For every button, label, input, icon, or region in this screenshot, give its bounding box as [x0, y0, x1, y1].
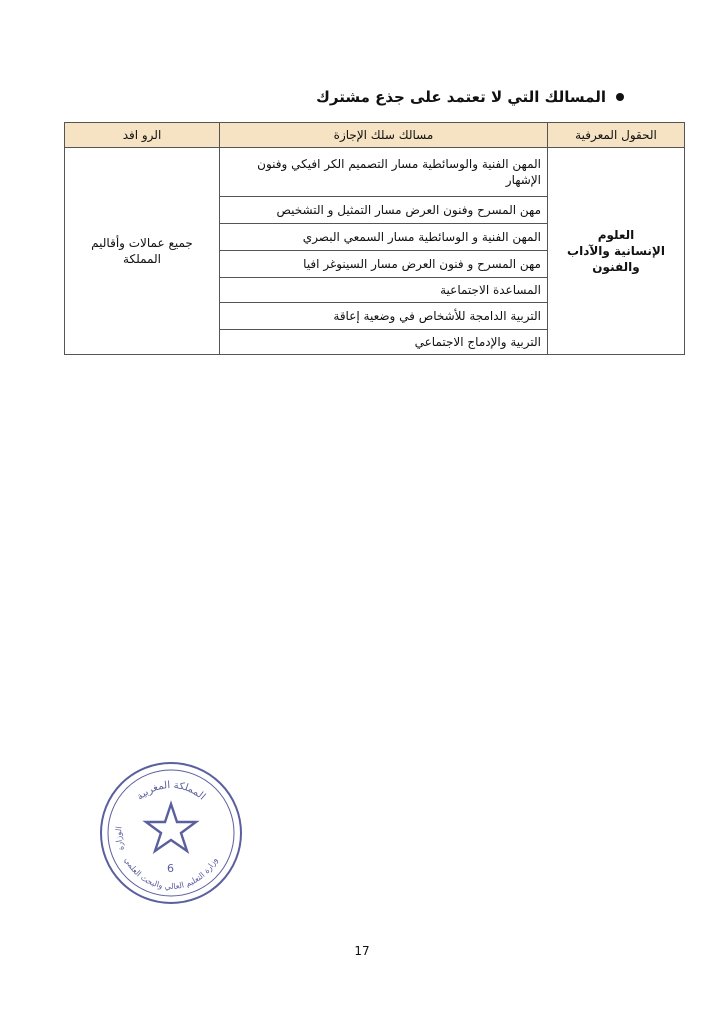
field-line: والفنون — [592, 260, 640, 275]
header-outlets: الرو افد — [65, 123, 220, 148]
outlets-cell: جميع عمالات وأقاليم المملكة — [65, 148, 220, 355]
table-row — [65, 148, 685, 197]
field-cell — [548, 148, 685, 355]
page-number: 17 — [354, 944, 370, 958]
field-line: الإنسانية والآداب — [567, 243, 665, 258]
seal-top-text: المملكة المغربية — [134, 779, 208, 803]
section-heading — [316, 88, 624, 106]
bullet-icon — [616, 93, 624, 101]
table-header-row — [65, 123, 685, 148]
header-tracks: مسالك سلك الإجازة — [220, 123, 548, 148]
seal-icon — [98, 760, 244, 906]
seal-left-text: الوزارة — [114, 825, 127, 852]
track-cell: مهن المسرح و فنون العرض مسار السينوغر افيا — [220, 251, 548, 278]
field-line: العلوم — [597, 227, 635, 242]
section-heading-text: المسالك التي لا تعتمد على جذع مشترك — [316, 88, 606, 106]
track-cell: المهن الفنية والوسائطية مسار التصميم الكر افيكي وفنون الإشهار — [220, 148, 548, 197]
track-cell: المساعدة الاجتماعية — [220, 278, 548, 303]
seal-number: 6 — [167, 862, 174, 875]
track-cell: التربية الدامجة للأشخاص في وضعية إعاقة — [220, 303, 548, 330]
official-seal — [98, 760, 244, 906]
track-cell: التربية والإدماج الاجتماعي — [220, 330, 548, 355]
header-field: الحقول المعرفية — [548, 123, 685, 148]
track-cell: المهن الفنية و الوسائطية مسار السمعي البصري — [220, 224, 548, 251]
seal-bottom-text: وزارة التعليم العالي والبحث العلمي — [122, 855, 220, 892]
star-icon — [146, 804, 196, 851]
tracks-table — [64, 122, 685, 355]
track-cell: مهن المسرح وفنون العرض مسار التمثيل و التشخيص — [220, 197, 548, 224]
